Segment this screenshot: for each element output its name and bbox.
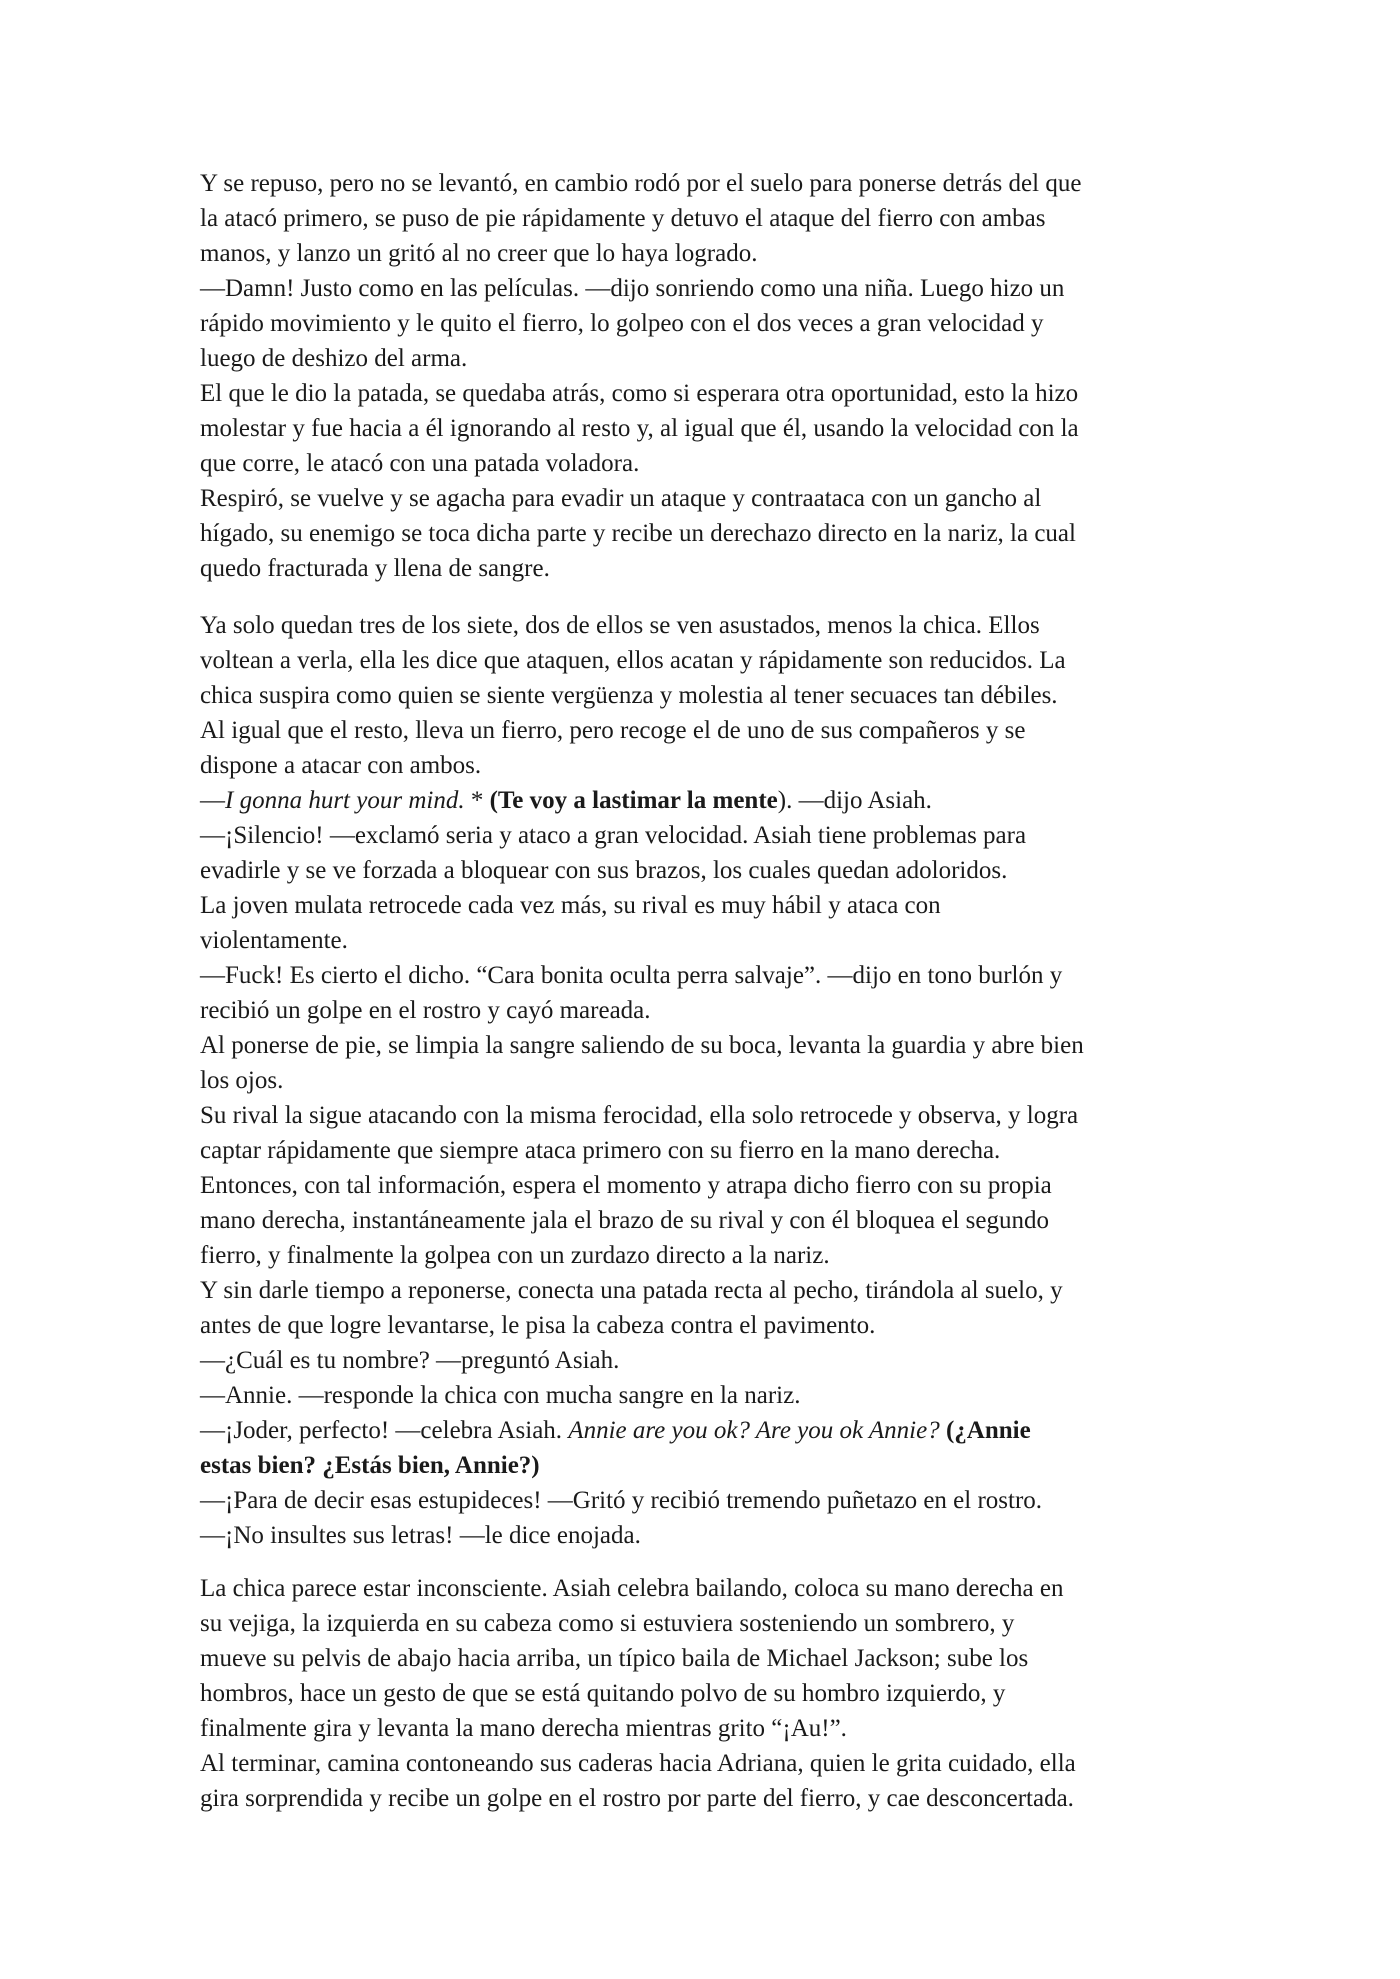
- text-line: violentamente.: [200, 927, 348, 954]
- paragraph-dialogue: [200, 783, 1200, 818]
- text-line: mano derecha, instantáneamente jala el brazo de su rival y con él bloquea el segundo: [200, 1207, 1049, 1234]
- translation: estas bien? ¿Estás bien, Annie?): [200, 1452, 540, 1479]
- paragraph: [200, 1571, 1200, 1746]
- paragraph: [200, 888, 1200, 958]
- text-line: —Fuck! Es cierto el dicho. “Cara bonita oculta perra salvaje”. —dijo en tono burlón y: [200, 962, 1063, 989]
- text-line: Al terminar, camina contoneando sus caderas hacia Adriana, quien le grita cuidado, ella: [200, 1750, 1076, 1777]
- text-block-3: [200, 1571, 1200, 1816]
- text-line: finalmente gira y levanta la mano derecha mientras grito “¡Au!”.: [200, 1715, 847, 1742]
- paragraph: [200, 1518, 1200, 1553]
- text-line: recibió un golpe en el rostro y cayó mareada.: [200, 997, 651, 1024]
- text-line: —Damn! Justo como en las películas. —dijo sonriendo como una niña. Luego hizo un: [200, 275, 1065, 302]
- text-line: —¡No insultes sus letras! —le dice enojada.: [200, 1522, 641, 1549]
- text-line: rápido movimiento y le quito el fierro, lo golpeo con el dos veces a gran velocidad y: [200, 310, 1044, 337]
- text-line: Respiró, se vuelve y se agacha para evadir un ataque y contraataca con un gancho al: [200, 485, 1042, 512]
- paragraph: [200, 1028, 1200, 1098]
- paragraph: [200, 1273, 1200, 1343]
- paragraph: [200, 608, 1200, 783]
- paragraph: [200, 818, 1200, 888]
- text-line: gira sorprendida y recibe un golpe en el rostro por parte del fierro, y cae desconcertada.: [200, 1785, 1074, 1812]
- paragraph: [200, 1378, 1200, 1413]
- text-line: El que le dio la patada, se quedaba atrás, como si esperara otra oportunidad, esto la hizo: [200, 380, 1079, 407]
- text-line: los ojos.: [200, 1067, 284, 1094]
- text-line: voltean a verla, ella les dice que ataquen, ellos acatan y rápidamente son reducidos. La: [200, 647, 1066, 674]
- dialogue-tail: ). —dijo Asiah.: [777, 787, 932, 814]
- text-line: —Annie. —responde la chica con mucha sangre en la nariz.: [200, 1382, 801, 1409]
- text-line: Ya solo quedan tres de los siete, dos de ellos se ven asustados, menos la chica. Ellos: [200, 612, 1040, 639]
- text-line: chica suspira como quien se siente vergüenza y molestia al tener secuaces tan débiles.: [200, 682, 1058, 709]
- text-line: —¡Silencio! —exclamó seria y ataco a gran velocidad. Asiah tiene problemas para: [200, 822, 1027, 849]
- text-line: La chica parece estar inconsciente. Asiah celebra bailando, coloca su mano derecha en: [200, 1575, 1064, 1602]
- text-block-2: [200, 608, 1200, 1553]
- text-line: —¡Para de decir esas estupideces! —Gritó y recibió tremendo puñetazo en el rostro.: [200, 1487, 1043, 1514]
- text-line: hombros, hace un gesto de que se está quitando polvo de su hombro izquierdo, y: [200, 1680, 1006, 1707]
- text-line: —¿Cuál es tu nombre? —preguntó Asiah.: [200, 1347, 620, 1374]
- paragraph: [200, 1098, 1200, 1273]
- text-line: su vejiga, la izquierda en su cabeza como si estuviera sosteniendo un sombrero, y: [200, 1610, 1015, 1637]
- text-line: [200, 1448, 1200, 1483]
- dialogue-text: —¡Joder, perfecto! —celebra Asiah.: [200, 1417, 569, 1444]
- text-line: mueve su pelvis de abajo hacia arriba, un típico baila de Michael Jackson; sube los: [200, 1645, 1029, 1672]
- paragraph: [200, 1483, 1200, 1518]
- text-line: evadirle y se ve forzada a bloquear con sus brazos, los cuales quedan adoloridos.: [200, 857, 1008, 884]
- paragraph: [200, 271, 1200, 376]
- translation: (Te voy a lastimar la mente: [489, 787, 778, 814]
- text-line: quedo fracturada y llena de sangre.: [200, 555, 550, 582]
- text-line: captar rápidamente que siempre ataca primero con su fierro en la mano derecha.: [200, 1137, 1001, 1164]
- text-line: hígado, su enemigo se toca dicha parte y recibe un derechazo directo en la nariz, la cual: [200, 520, 1076, 547]
- paragraph: [200, 481, 1200, 586]
- text-line: Su rival la sigue atacando con la misma ferocidad, ella solo retrocede y observa, y logra: [200, 1102, 1079, 1129]
- asterisk: *: [464, 787, 490, 814]
- paragraph: [200, 166, 1200, 271]
- text-line: que corre, le atacó con una patada voladora.: [200, 450, 640, 477]
- text-line: luego de deshizo del arma.: [200, 345, 468, 372]
- text-line: Al ponerse de pie, se limpia la sangre saliendo de su boca, levanta la guardia y abre bien: [200, 1032, 1084, 1059]
- text-line: antes de que logre levantarse, le pisa la cabeza contra el pavimento.: [200, 1312, 876, 1339]
- text-line: manos, y lanzo un gritó al no creer que lo haya logrado.: [200, 240, 758, 267]
- text-line: la atacó primero, se puso de pie rápidamente y detuvo el ataque del fierro con ambas: [200, 205, 1046, 232]
- text-line: dispone a atacar con ambos.: [200, 752, 482, 779]
- text-line: Y sin darle tiempo a reponerse, conecta una patada recta al pecho, tirándola al suelo, y: [200, 1277, 1063, 1304]
- text-line: Y se repuso, pero no se levantó, en cambio rodó por el suelo para ponerse detrás del que: [200, 170, 1082, 197]
- english-quote: I gonna hurt your mind.: [225, 787, 465, 814]
- paragraph: [200, 1746, 1200, 1816]
- paragraph: [200, 958, 1200, 1028]
- paragraph: [200, 376, 1200, 481]
- text-line: Al igual que el resto, lleva un fierro, pero recoge el de uno de sus compañeros y se: [200, 717, 1026, 744]
- text-line: [200, 1413, 1200, 1448]
- paragraph-dialogue: [200, 1413, 1200, 1483]
- paragraph: [200, 1343, 1200, 1378]
- english-quote: Annie are you ok? Are you ok Annie?: [568, 1417, 940, 1444]
- text-line: molestar y fue hacia a él ignorando al resto y, al igual que él, usando la velocidad con la: [200, 415, 1079, 442]
- text-line: [200, 783, 1200, 818]
- translation: (¿Annie: [945, 1417, 1031, 1444]
- text-line: fierro, y finalmente la golpea con un zurdazo directo a la nariz.: [200, 1242, 830, 1269]
- text-line: Entonces, con tal información, espera el momento y atrapa dicho fierro con su propia: [200, 1172, 1052, 1199]
- dash: —: [200, 787, 225, 814]
- text-line: La joven mulata retrocede cada vez más, su rival es muy hábil y ataca con: [200, 892, 941, 919]
- text-block-1: [200, 166, 1200, 586]
